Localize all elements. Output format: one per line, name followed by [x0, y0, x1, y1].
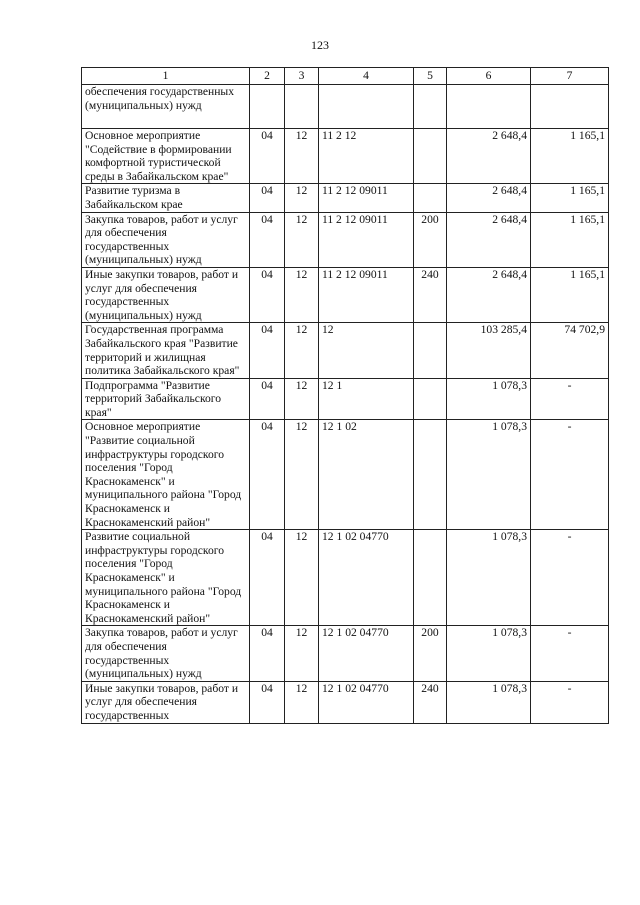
- column-header: 4: [319, 68, 414, 85]
- row-cell: 12: [285, 420, 319, 530]
- row-name-cell: Подпрограмма "Развитие территорий Забайкальского края": [82, 378, 250, 420]
- column-header: 6: [447, 68, 531, 85]
- budget-table: [81, 67, 609, 724]
- row-cell: 103 285,4: [447, 323, 531, 378]
- row-cell: 04: [250, 378, 285, 420]
- table-row: [82, 626, 609, 681]
- column-header: 1: [82, 68, 250, 85]
- row-cell: 04: [250, 184, 285, 212]
- row-cell: -: [531, 420, 609, 530]
- row-cell: 240: [414, 267, 447, 322]
- column-header: 2: [250, 68, 285, 85]
- table-row: [82, 530, 609, 626]
- row-cell: 12: [285, 626, 319, 681]
- row-cell: 11 2 12 09011: [319, 184, 414, 212]
- row-cell: 04: [250, 323, 285, 378]
- column-header: 5: [414, 68, 447, 85]
- row-cell: 1 078,3: [447, 378, 531, 420]
- row-cell: -: [531, 626, 609, 681]
- table-row: [82, 212, 609, 267]
- row-cell: [285, 85, 319, 129]
- row-cell: 1 165,1: [531, 212, 609, 267]
- row-cell: 1 078,3: [447, 626, 531, 681]
- header-row: [82, 68, 609, 85]
- row-cell: 12: [285, 323, 319, 378]
- row-cell: 12 1 02 04770: [319, 530, 414, 626]
- row-cell: 12: [285, 681, 319, 723]
- row-name-cell: обеспечения государственных (муниципальных) нужд: [82, 85, 250, 129]
- row-name-cell: Развитие социальной инфраструктуры городского поселения "Город Краснокаменск" и муниципального района "Город Краснокаменск и Краснокаменский район": [82, 530, 250, 626]
- row-cell: 11 2 12: [319, 129, 414, 184]
- row-cell: [414, 420, 447, 530]
- row-cell: 200: [414, 626, 447, 681]
- row-cell: [414, 378, 447, 420]
- row-name-cell: Закупка товаров, работ и услуг для обеспечения государственных (муниципальных) нужд: [82, 626, 250, 681]
- row-cell: 2 648,4: [447, 184, 531, 212]
- row-name-cell: Основное мероприятие "Развитие социальной инфраструктуры городского поселения "Город Краснокаменск" и муниципального района "Город Краснокаменск и Краснокаменский район": [82, 420, 250, 530]
- row-cell: 04: [250, 681, 285, 723]
- row-cell: 12: [285, 530, 319, 626]
- row-cell: 04: [250, 129, 285, 184]
- row-cell: 04: [250, 530, 285, 626]
- row-name-cell: Иные закупки товаров, работ и услуг для обеспечения государственных (муниципальных) нужд: [82, 267, 250, 322]
- row-cell: 1 165,1: [531, 267, 609, 322]
- row-cell: [319, 85, 414, 129]
- row-cell: 1 078,3: [447, 530, 531, 626]
- row-cell: 2 648,4: [447, 267, 531, 322]
- row-cell: [414, 129, 447, 184]
- row-cell: -: [531, 530, 609, 626]
- row-cell: 12 1 02 04770: [319, 626, 414, 681]
- row-cell: 2 648,4: [447, 212, 531, 267]
- row-cell: 12: [285, 129, 319, 184]
- row-cell: 12 1: [319, 378, 414, 420]
- row-cell: [414, 323, 447, 378]
- row-cell: 200: [414, 212, 447, 267]
- table-row: [82, 420, 609, 530]
- table-row: [82, 267, 609, 322]
- row-name-cell: Закупка товаров, работ и услуг для обеспечения государственных (муниципальных) нужд: [82, 212, 250, 267]
- row-cell: -: [531, 378, 609, 420]
- row-cell: 1 165,1: [531, 184, 609, 212]
- row-cell: 1 165,1: [531, 129, 609, 184]
- row-cell: 04: [250, 420, 285, 530]
- row-name-cell: Основное мероприятие "Содействие в формировании комфортной туристической среды в Забайкальском крае": [82, 129, 250, 184]
- row-cell: 04: [250, 626, 285, 681]
- table-row: [82, 184, 609, 212]
- row-cell: 04: [250, 212, 285, 267]
- row-cell: 1 078,3: [447, 420, 531, 530]
- row-cell: 12 1 02: [319, 420, 414, 530]
- row-cell: -: [531, 681, 609, 723]
- row-cell: 74 702,9: [531, 323, 609, 378]
- row-cell: 1 078,3: [447, 681, 531, 723]
- row-cell: 11 2 12 09011: [319, 267, 414, 322]
- row-cell: [414, 85, 447, 129]
- row-cell: 2 648,4: [447, 129, 531, 184]
- table-row: [82, 378, 609, 420]
- row-cell: 12: [285, 378, 319, 420]
- row-cell: 12: [285, 267, 319, 322]
- column-header: 7: [531, 68, 609, 85]
- row-name-cell: Иные закупки товаров, работ и услуг для обеспечения государственных: [82, 681, 250, 723]
- row-cell: 240: [414, 681, 447, 723]
- row-cell: 12: [319, 323, 414, 378]
- row-cell: [414, 184, 447, 212]
- row-cell: [447, 85, 531, 129]
- row-cell: [531, 85, 609, 129]
- row-name-cell: Развитие туризма в Забайкальском крае: [82, 184, 250, 212]
- row-name-cell: Государственная программа Забайкальского края "Развитие территорий и жилищная политика Забайкальского края": [82, 323, 250, 378]
- row-cell: [250, 85, 285, 129]
- row-cell: 12 1 02 04770: [319, 681, 414, 723]
- table-row: [82, 681, 609, 723]
- row-cell: 12: [285, 212, 319, 267]
- table-row: [82, 129, 609, 184]
- page-number: 123: [311, 38, 329, 52]
- row-cell: [414, 530, 447, 626]
- column-header: 3: [285, 68, 319, 85]
- table-row: [82, 85, 609, 129]
- row-cell: 04: [250, 267, 285, 322]
- row-cell: 12: [285, 184, 319, 212]
- table-row: [82, 323, 609, 378]
- row-cell: 11 2 12 09011: [319, 212, 414, 267]
